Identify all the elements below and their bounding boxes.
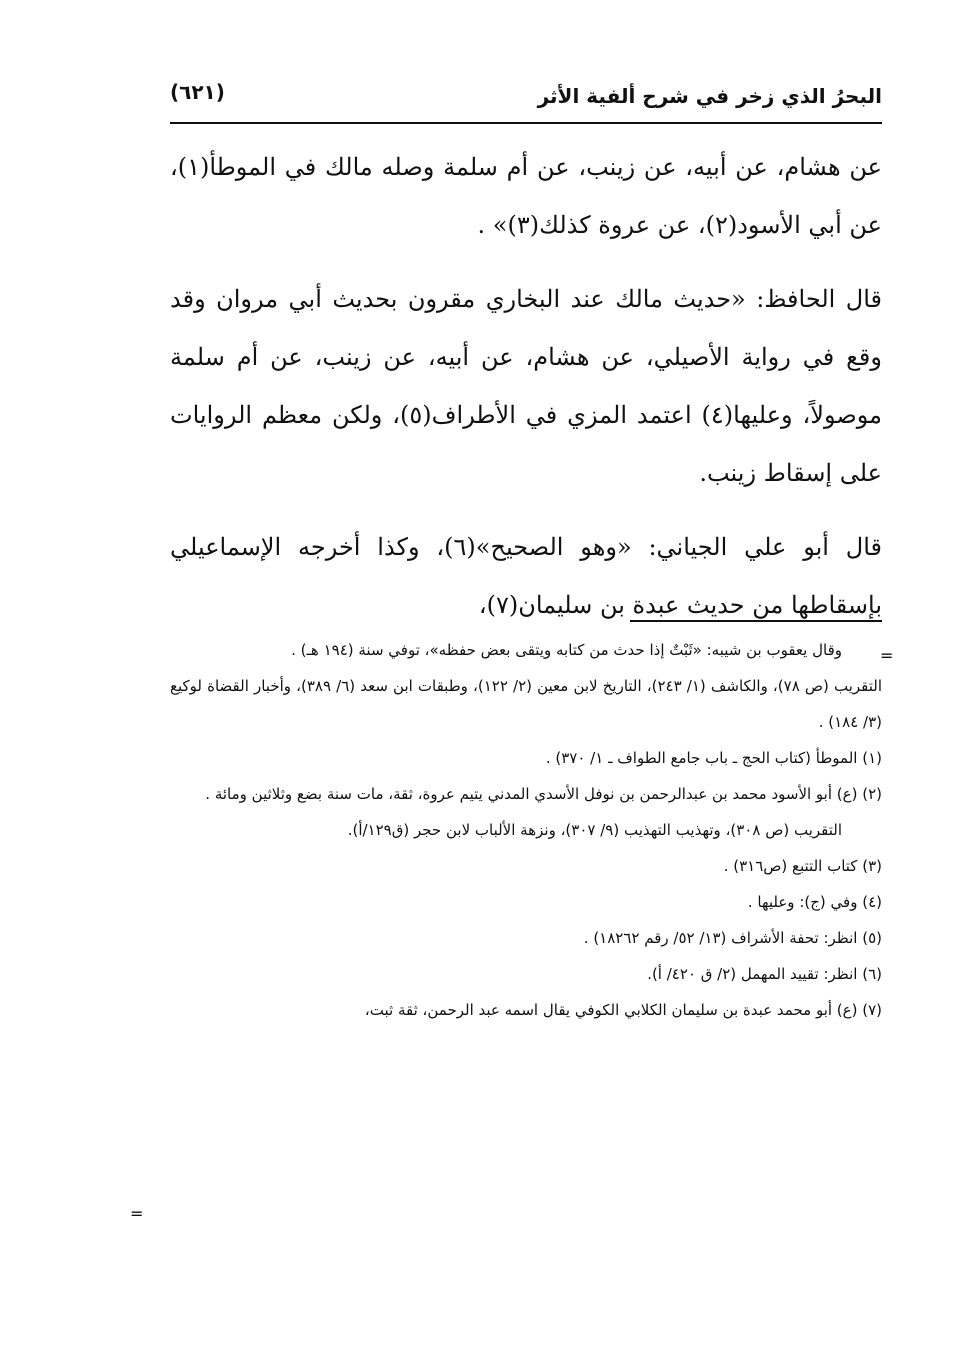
page-number: (٦٢١) [170,80,225,104]
footnote: (٧) (ع) أبو محمد عبدة بن سليمان الكلابي الكوفي يقال اسمه عبد الرحمن، ثقة ثبت، [364,1001,882,1019]
paragraph: عن هشام، عن أبيه، عن زينب، عن أم سلمة وصله مالك في الموطأ(١)، عن أبي الأسود(٢)، عن عروة كذلك(٣)» . [170,153,882,239]
footnote-reference: التقريب (ص ٣٠٨)، وتهذيب التهذيب (٩/ ٣٠٧)، ونزهة الألباب لابن حجر (ق١٢٩/أ). [347,821,842,839]
paragraph: قال أبو علي الجياني: «وهو الصحيح»(٦)، وكذا أخرجه الإسماعيلي بإسقاطها من حديث عبدة بن سليمان(٧)، [170,533,883,619]
footnote: (١) الموطأ (كتاب الحج ـ باب جامع الطواف ـ ١/ ٣٧٠) . [545,749,882,767]
header-rule [170,122,882,124]
book-title: البحرُ الذي زخر في شرح ألفية الأثر [537,84,882,108]
continuation-mark: = [880,646,894,665]
footnote: (٣) كتاب التتبع (ص٣١٦) . [723,857,882,875]
footnote-continued: وقال يعقوب بن شيبه: «ثَبْتٌ إذا حدث من كتابه ويتقى بعض حفظه»، توفي سنة (١٩٤ هـ) . [291,641,842,659]
continuation-mark: = [130,1204,144,1223]
main-text [170,138,882,634]
footnote-reference: التقريب (ص ٧٨)، والكاشف (١/ ٢٤٣)، التاريخ لابن معين (٢/ ١٢٢)، وطبقات ابن سعد (٦/ ٣٨٩)، وأخبار القضاة لوكيع (٣/ ١٨٤) . [170,677,883,731]
footnote: (٥) انظر: تحفة الأشراف (١٣/ ٥٢/ رقم ١٨٢٦٢) . [583,929,882,947]
footnote-separator [630,620,882,622]
footnote: (٦) انظر: تقييد المهمل (٢/ ق ٤٢٠/ أ). [647,965,882,983]
running-header [170,78,882,124]
footnote: (٤) وفي (ج): وعليها . [747,893,882,911]
footnotes [170,632,882,1028]
paragraph: قال الحافظ: «حديث مالك عند البخاري مقرون بحديث أبي مروان وقد وقع في رواية الأصيلي، عن هشام، عن أبيه، عن زينب، عن أم سلمة موصولاً، وعليها(٤) اعتمد المزي في الأطراف(٥)، ولكن معظم الروايات على إسقاط زينب. [170,285,882,487]
footnote: (٢) (ع) أبو الأسود محمد بن عبدالرحمن بن نوفل الأسدي المدني يتيم عروة، ثقة، مات سنة بضع وثلاثين ومائة . [205,785,882,803]
